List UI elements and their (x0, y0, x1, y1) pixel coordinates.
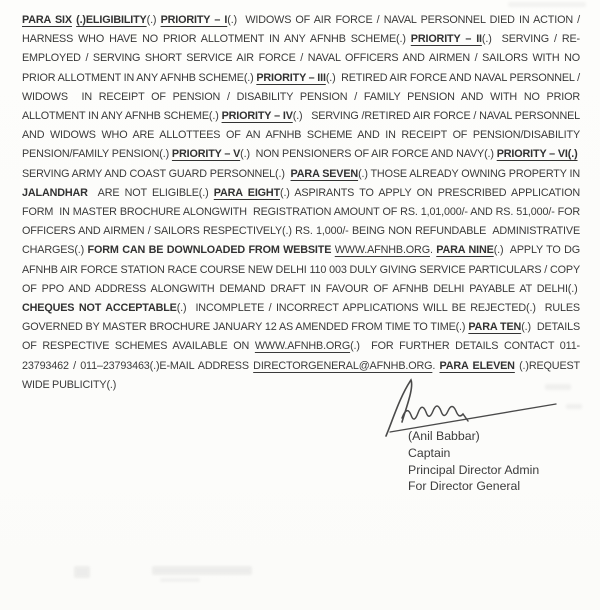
text-run: . (432, 359, 440, 372)
text-run: WWW.AFNHB.ORG (334, 244, 430, 257)
scan-artifact (74, 566, 90, 578)
text-run: PARA TEN (468, 321, 522, 334)
scan-artifact (160, 578, 200, 582)
text-run: PARA NINE (436, 244, 494, 257)
text-run: (.)ELIGIBILITY (76, 14, 147, 26)
text-run: PRIORITY – IV (221, 110, 293, 123)
scan-artifact (152, 566, 252, 575)
text-run: (.) (146, 14, 161, 26)
text-run: (.) FOR FURTHER DETAILS CONTACT 011-23793462 / 011–23793463(.)E-MAIL ADDRESS (22, 340, 581, 372)
text-run: PRIORITY – V (171, 148, 241, 161)
text-run: JALANDHAR (22, 186, 88, 199)
text-run: PARA SIX (22, 14, 72, 26)
document-body-text (22, 11, 580, 395)
text-run: (.) THOSE ALREADY OWNING PROPERTY IN (358, 167, 580, 180)
text-run: (.) WIDOWS OF AIR FORCE / NAVAL PERSONNEL DIED IN ACTION / HARNESS WHO HAVE NO PRIOR ALLOTMENT IN ANY AFNHB SCHEME(.) (22, 14, 581, 46)
signatory-for: For Director General (408, 479, 521, 494)
text-run: PARA ELEVEN (439, 359, 515, 372)
text-run: PRIORITY – III (256, 71, 326, 84)
text-run: ARE NOT ELIGIBLE(.) (87, 186, 214, 199)
text-run: (.) RETIRED AIR FORCE AND NAVAL PERSONNEL / WIDOWS IN RECEIPT OF PENSION / DISABILITY PENSION / FAMILY PENSION AND WITH NO PRIOR ALLOTMENT IN ANY AFNHB SCHEME(.) (22, 71, 580, 123)
text-run: PRIORITY – VI(.) (496, 148, 578, 161)
text-run: SERVING ARMY AND COAST GUARD PERSONNEL(.) (22, 148, 580, 180)
scan-artifact (508, 2, 586, 7)
text-run: FORM CAN BE DOWNLOADED FROM WEBSITE (87, 244, 335, 257)
text-run: (.) SERVING /RETIRED AIR FORCE / NAVAL PERSONNEL AND WIDOWS WHO ARE ALLOTTEES OF AN AFNHB SCHEME AND IN RECEIPT OF PENSION/DISABILITY PENSION/FAMILY PENSION(.) (22, 110, 580, 161)
text-run: (.) INCOMPLETE / INCORRECT APPLICATIONS WILL BE REJECTED(.) RULES GOVERNED BY MASTER BROCHURE JANUARY 12 AS AMENDED FROM TIME TO TIME(.) (22, 302, 580, 334)
scan-artifact (545, 384, 571, 390)
text-run: WWW.AFNHB.ORG (254, 340, 351, 353)
signature-block (408, 428, 539, 495)
signatory-rank: Captain (408, 445, 451, 460)
signatory-title: Principal Director Admin (408, 462, 540, 477)
text-run: . (429, 244, 437, 257)
signatory-name: (Anil Babbar) (408, 429, 480, 443)
text-run: PARA EIGHT (213, 186, 281, 199)
text-run: CHEQUES NOT ACCEPTABLE (22, 302, 177, 315)
text-run: PRIORITY – II (410, 33, 482, 46)
text-run: PRIORITY – I (160, 14, 228, 26)
text-run: (.) SERVING / RE-EMPLOYED / SERVING SHORT SERVICE AIR FORCE / NAVAL OFFICERS AND AIRMEN / SAILORS WITH NO PRIOR ALLOTMENT IN ANY AFNHB SCHEME(.) (22, 33, 580, 84)
text-run: (.) APPLY TO DG AFNHB AIR FORCE STATION RACE COURSE NEW DELHI 110 003 DULY GIVING SERVICE PARTICULARS / COPY OF PPO AND ADDRESS ALONGWITH DEMAND DRAFT IN FAVOUR OF AFNHB DELHI PAYABLE AT DELHI(.) (22, 244, 580, 295)
text-run: DIRECTORGENERAL@AFNHB.ORG (253, 359, 433, 372)
text-run: (.)REQUEST WIDE PUBLICITY(.) (22, 359, 580, 391)
text-run: PARA SEVEN (290, 167, 359, 180)
scan-artifact (566, 404, 582, 409)
text-run: (.) ASPIRANTS TO APPLY ON PRESCRIBED APPLICATION FORM IN MASTER BROCHURE ALONGWITH REGISTRATION AMOUNT OF RS. 1,01,000/- AND RS. 51,000/- FOR OFFICERS AND AIRMEN / SAILORS RESPECTIVELY(.) RS. 1,000/- BEING NON REFUNDABLE ADMINISTRATIVE CHARGES(.) (22, 186, 580, 257)
text-run: (.) NON PENSIONERS OF AIR FORCE AND NAVY(.) (240, 148, 497, 161)
text-run: (.) DETAILS OF RESPECTIVE SCHEMES AVAILABLE ON (22, 321, 580, 353)
